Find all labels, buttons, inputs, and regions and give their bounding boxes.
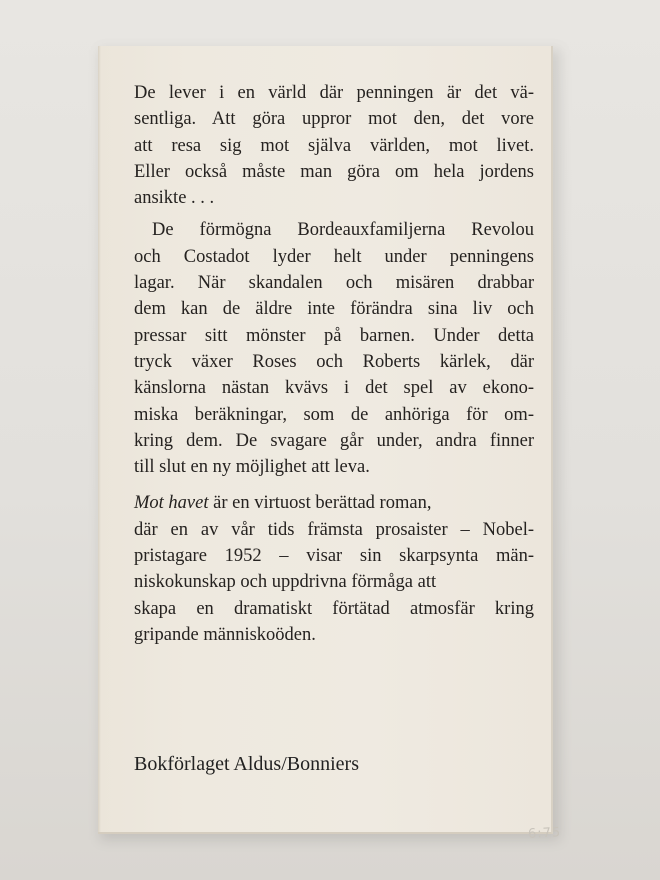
- blurb-line: pressar sitt mönster på barnen. Under detta: [134, 325, 534, 346]
- blurb-line: miska beräkningar, som de anhöriga för om-: [134, 404, 534, 425]
- blurb-line: lagar. När skandalen och misären drabbar: [134, 273, 534, 294]
- blurb-line: känslorna nästan kvävs i det spel av ekono-: [134, 378, 534, 399]
- blurb-line: ansikte . . .: [134, 188, 215, 209]
- book-back-cover: [98, 46, 562, 842]
- blurb-line: där en av vår tids främsta prosaister – Nobel-: [134, 519, 534, 540]
- blurb-line: gripande människoöden.: [134, 624, 316, 645]
- blurb-text: [134, 80, 534, 648]
- paragraph-gap: [134, 480, 534, 490]
- blurb-line: skapa en dramatiskt förtätad atmosfär kring: [134, 598, 534, 619]
- blurb-line: dem kan de äldre inte förändra sina liv och: [134, 299, 534, 320]
- blurb-line: niskokunskap och uppdrivna förmåga att: [134, 572, 437, 593]
- book-title: Mot havet: [134, 493, 209, 514]
- blurb-line: De förmögna Bordeauxfamiljerna Revolou: [152, 220, 534, 241]
- blurb-line: De lever i en värld där penningen är det vä-: [134, 83, 534, 103]
- publisher-name: Bokförlaget Aldus/Bonniers: [134, 753, 359, 775]
- blurb-line: till slut en ny möjlighet att leva.: [134, 457, 370, 478]
- blurb-line: Eller också måste man göra om hela jordens: [134, 161, 534, 182]
- blurb-line: att resa sig mot själva världen, mot livet.: [134, 135, 534, 156]
- blurb-line: pristagare 1952 – visar sin skarpsynta män-: [134, 546, 534, 567]
- blurb-line: kring dem. De svagare går under, andra finner: [134, 430, 534, 451]
- blurb-line: tryck växer Roses och Roberts kärlek, där: [134, 351, 534, 372]
- blurb-line: sentliga. Att göra uppror mot den, det vore: [134, 109, 534, 130]
- pencil-price-mark: 6:75: [527, 825, 562, 842]
- blurb-line-first: [134, 490, 534, 516]
- blurb-line: och Costadot lyder helt under penningens: [134, 246, 534, 267]
- blurb-line-rest: är en virtuost berättad roman,: [208, 493, 432, 514]
